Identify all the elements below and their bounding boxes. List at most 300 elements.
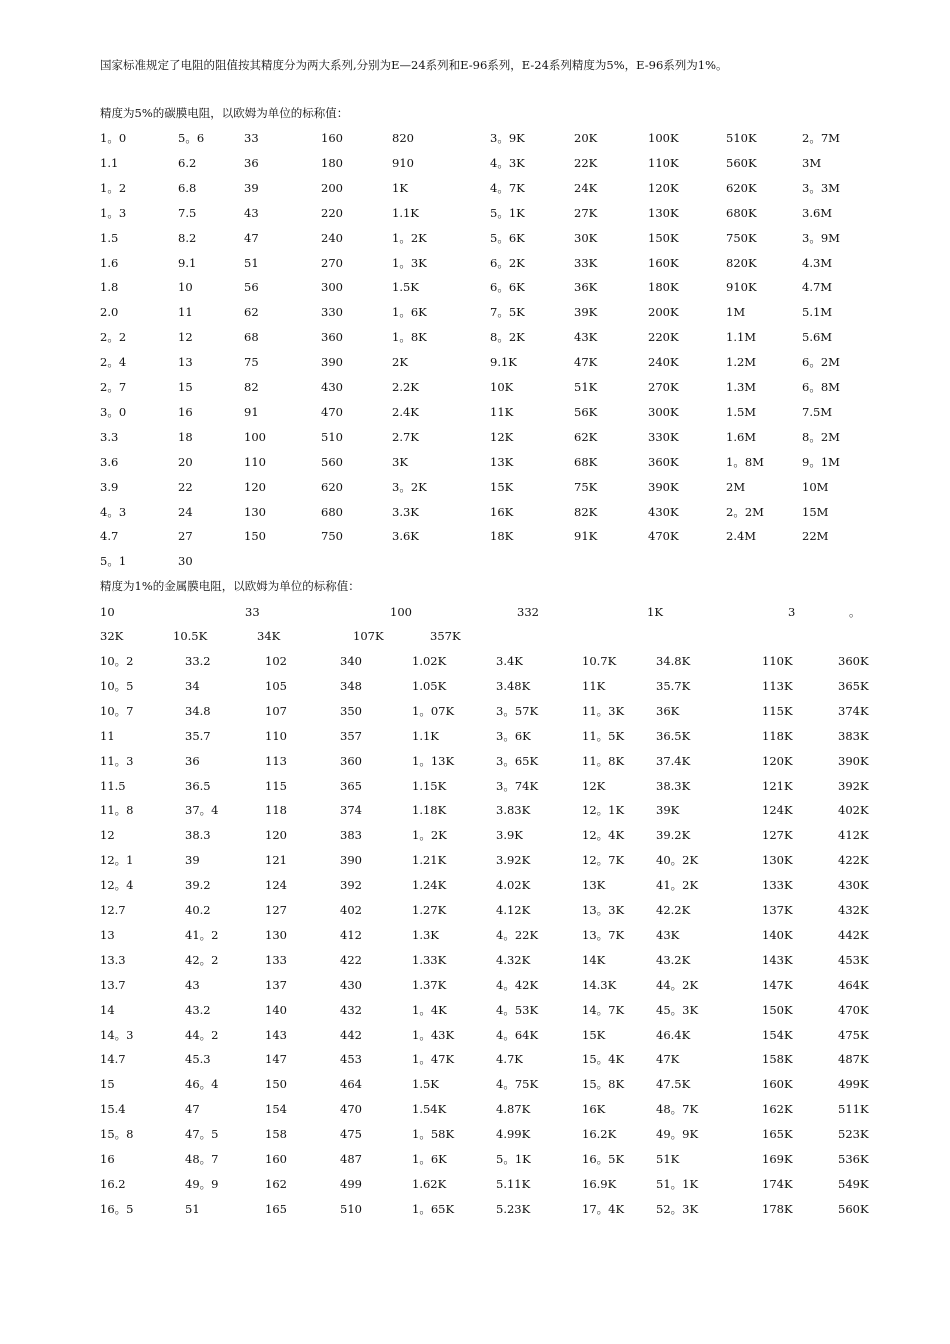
e96-value-cell: 34.8 (185, 703, 211, 718)
e96-value-cell: 392 (340, 878, 362, 893)
e24-value-cell: 56 (244, 280, 259, 295)
e24-value-cell: 1.5M (726, 404, 757, 419)
e24-value-cell: 3.6 (100, 454, 119, 469)
e96-value-cell: 3.9K (496, 828, 523, 843)
e96-value-cell: 38.3 (185, 828, 211, 843)
e24-value-cell: 1M (726, 305, 746, 320)
e24-value-cell: 33K (574, 255, 598, 270)
e96-value-cell: 36 (185, 753, 200, 768)
e24-value-cell: 180K (648, 280, 679, 295)
e96-value-cell: 47K (656, 1052, 680, 1067)
e96-value-cell: 162K (762, 1102, 793, 1117)
e24-value-cell: 240K (648, 355, 679, 370)
e24-value-cell: 11K (490, 404, 514, 419)
e96-value-cell: 48。7K (656, 1102, 699, 1117)
e24-value-cell: 68K (574, 454, 598, 469)
e24-value-cell: 4。3 (100, 504, 127, 519)
e24-value-cell: 9。1M (802, 454, 840, 469)
e96-value-cell: 14。3 (100, 1027, 134, 1042)
e96-value-cell: 470K (838, 1002, 869, 1017)
e96-value-cell: 365K (838, 678, 869, 693)
e24-value-cell: 680 (321, 504, 343, 519)
e96-value-cell: 130K (762, 853, 793, 868)
e96-value-cell: 1.18K (412, 803, 447, 818)
e24-value-cell: 1.5K (392, 280, 419, 295)
e96-value-cell: 1.15K (412, 778, 447, 793)
e24-value-cell: 220 (321, 205, 343, 220)
e24-value-cell: 75 (244, 355, 259, 370)
e96-value-cell: 3。57K (496, 703, 539, 718)
e96-value-cell: 143 (265, 1027, 287, 1042)
e24-value-cell: 3.6K (392, 529, 419, 544)
e24-value-cell: 910K (726, 280, 757, 295)
e24-value-cell: 750 (321, 529, 343, 544)
e24-value-cell: 1。8M (726, 454, 764, 469)
e24-value-cell: 430K (648, 504, 679, 519)
e96-value-cell: 40。2K (656, 853, 699, 868)
e24-value-cell: 11 (178, 305, 193, 320)
e96-value-cell: 475K (838, 1027, 869, 1042)
e24-value-cell: 56K (574, 404, 598, 419)
e24-value-cell: 82 (244, 380, 259, 394)
e24-value-cell: 1K (392, 180, 408, 195)
e96-value-cell: 113K (762, 678, 793, 693)
e24-value-cell: 220K (648, 330, 679, 345)
e96-value-cell: 44。2K (656, 977, 699, 992)
e24-value-cell: 200 (321, 180, 343, 195)
e96-value-cell: 49。9K (656, 1127, 699, 1142)
e96-value-cell: 14。7K (582, 1002, 625, 1017)
e96-value-cell: 3.92K (496, 853, 531, 868)
e96-value-cell: 1。2K (412, 828, 447, 843)
e96-value-cell: 390 (340, 853, 362, 868)
e24-value-cell: 390K (648, 479, 679, 494)
e24-value-cell: 4.3M (802, 255, 833, 270)
e96-value-cell: 124K (762, 803, 793, 818)
e96-value-cell: 36.5K (656, 728, 691, 743)
e96-value-cell: 150K (762, 1002, 793, 1017)
e96-value-cell: 1。43K (412, 1027, 455, 1042)
e96-value-cell: 340 (340, 654, 362, 668)
e96-value-cell: 174K (762, 1176, 793, 1191)
e24-value-cell: 270K (648, 380, 679, 394)
e96-value-cell: 36K (656, 703, 680, 718)
e96-value-cell: 3 (788, 605, 796, 619)
e96-value-cell: 33 (245, 605, 260, 619)
e96-value-cell: 383K (838, 728, 869, 743)
e24-value-cell: 5。1 (100, 554, 127, 569)
e96-value-cell: 15。8 (100, 1127, 134, 1142)
e96-value-cell: 1。13K (412, 753, 455, 768)
e96-value-cell: 13。3K (582, 903, 625, 917)
e24-value-cell: 4。3K (490, 155, 525, 170)
e96-value-cell: 1.3K (412, 927, 439, 942)
e24-value-cell: 1。6K (392, 305, 427, 320)
e24-value-cell: 27 (178, 529, 193, 544)
e96-value-cell: 32K (100, 629, 124, 643)
e24-value-cell: 120 (244, 479, 266, 494)
e96-value-cell: 33.2 (185, 654, 211, 668)
e24-value-cell: 1。0 (100, 131, 127, 145)
e96-value-cell: 1.54K (412, 1102, 447, 1117)
e96-value-cell: 332 (517, 605, 539, 619)
e96-value-cell: 442 (340, 1027, 362, 1042)
e96-value-cell: 158K (762, 1052, 793, 1067)
e96-value-cell: 14K (582, 952, 606, 967)
e96-value-cell: 42。2 (185, 952, 219, 967)
e24-value-cell: 330 (321, 305, 343, 320)
e24-value-cell: 1.1 (100, 155, 119, 170)
e24-value-cell: 2.0 (100, 305, 119, 320)
e96-value-cell: 12.7 (100, 903, 126, 917)
e96-value-cell: 150 (265, 1077, 287, 1092)
e24-value-cell: 16K (490, 504, 514, 519)
e96-value-cell: 165K (762, 1127, 793, 1142)
e24-value-cell: 13 (178, 355, 193, 370)
e24-value-cell: 1.6 (100, 255, 119, 270)
e96-value-cell: 1.24K (412, 878, 447, 893)
e96-value-cell: 365 (340, 778, 362, 793)
e96-value-cell: 143K (762, 952, 793, 967)
e96-value-cell: 560K (838, 1201, 869, 1216)
e96-value-cell: 10 (100, 605, 115, 619)
e24-value-cell: 330K (648, 429, 679, 444)
e96-value-cell: 154K (762, 1027, 793, 1042)
e24-value-cell: 1.6M (726, 429, 757, 444)
e24-value-cell: 1.1M (726, 330, 757, 345)
e96-value-cell: 13 (100, 927, 115, 942)
e24-value-cell: 15 (178, 380, 193, 394)
e24-value-cell: 10K (490, 380, 514, 394)
e96-value-cell: 48。7 (185, 1152, 219, 1166)
e96-value-cell: 137 (265, 977, 287, 992)
e24-value-cell: 750K (726, 230, 757, 245)
e96-value-cell: 49。9 (185, 1176, 219, 1191)
e96-value-cell: 137K (762, 903, 793, 917)
e96-value-cell: 115K (762, 703, 793, 718)
e96-value-cell: 120 (265, 828, 287, 843)
e96-value-cell: 16。5K (582, 1152, 625, 1166)
e96-value-cell: 39.2K (656, 828, 691, 843)
e96-value-cell: 4。75K (496, 1077, 539, 1092)
e96-value-cell: 47 (185, 1102, 200, 1117)
e96-value-cell: 402 (340, 903, 362, 917)
e96-value-cell: 121K (762, 778, 793, 793)
e24-value-cell: 110 (244, 454, 266, 469)
e96-value-cell: 47。5 (185, 1127, 219, 1142)
e96-value-cell: 110K (762, 654, 793, 668)
e96-value-cell: 34.8K (656, 654, 691, 668)
e96-value-cell: 165 (265, 1201, 287, 1216)
e24-value-cell: 5。6K (490, 230, 525, 245)
e24-value-cell: 3。2K (392, 479, 427, 494)
e24-value-cell: 1.8 (100, 280, 119, 295)
e96-value-cell: 118 (265, 803, 287, 818)
e24-value-cell: 200K (648, 305, 679, 320)
e24-value-cell: 43K (574, 330, 598, 345)
e24-value-cell: 9.1 (178, 255, 197, 270)
e24-value-cell: 3.6M (802, 205, 833, 220)
e96-value-cell: 4。22K (496, 927, 539, 942)
e96-value-cell: 1K (647, 605, 663, 619)
e96-value-cell: 357 (340, 728, 362, 743)
e96-value-cell: 115 (265, 778, 287, 793)
e96-value-cell: 3.48K (496, 678, 531, 693)
e96-value-cell: 3。74K (496, 778, 539, 793)
e96-value-cell: 38.3K (656, 778, 691, 793)
e24-value-cell: 110K (648, 155, 679, 170)
e96-value-cell: 453K (838, 952, 869, 967)
e96-value-cell: 4.12K (496, 903, 531, 917)
e96-value-cell: 37.4K (656, 753, 691, 768)
e24-value-cell: 2。7M (802, 131, 840, 145)
e24-value-cell: 9.1K (490, 355, 517, 370)
e24-value-cell: 3。0 (100, 404, 127, 419)
e24-value-cell: 2.4K (392, 404, 419, 419)
e96-value-cell: 124 (265, 878, 287, 893)
e24-value-cell: 560K (726, 155, 757, 170)
e24-value-cell: 51 (244, 255, 259, 270)
e96-value-cell: 499K (838, 1077, 869, 1092)
e24-value-cell: 820 (392, 131, 414, 145)
e24-value-cell: 7.5M (802, 404, 833, 419)
e24-value-cell: 10 (178, 280, 193, 295)
e96-value-cell: 4.32K (496, 952, 531, 967)
e24-value-cell: 390 (321, 355, 343, 370)
e24-value-cell: 240 (321, 230, 343, 245)
e24-value-cell: 30 (178, 554, 193, 569)
e96-value-cell: 430 (340, 977, 362, 992)
e24-value-cell: 8.2 (178, 230, 197, 245)
e96-value-cell: 3.83K (496, 803, 531, 818)
e96-value-cell: 44。2 (185, 1027, 219, 1042)
e96-value-cell: 51。1K (656, 1176, 699, 1191)
e96-value-cell: 511K (838, 1102, 869, 1117)
e24-value-cell: 39K (574, 305, 598, 320)
e24-value-cell: 3。9M (802, 230, 840, 245)
e96-value-cell: 360 (340, 753, 362, 768)
e24-value-cell: 1.3M (726, 380, 757, 394)
e24-value-cell: 3M (802, 155, 822, 170)
e96-value-cell: 10。5 (100, 678, 134, 693)
e96-value-cell: 13.7 (100, 977, 126, 992)
e24-value-cell: 12K (490, 429, 514, 444)
e24-value-cell: 62 (244, 305, 259, 320)
e96-value-cell: 15。4K (582, 1052, 625, 1067)
e24-value-cell: 4.7 (100, 529, 119, 544)
e96-value-cell: 178K (762, 1201, 793, 1216)
e96-value-cell: 1。65K (412, 1201, 455, 1216)
e96-value-cell: 464K (838, 977, 869, 992)
e24-value-cell: 360 (321, 330, 343, 345)
e96-value-cell: 470 (340, 1102, 362, 1117)
e24-value-cell: 43 (244, 205, 259, 220)
e24-value-cell: 22 (178, 479, 193, 494)
e96-value-cell: 46.4K (656, 1027, 691, 1042)
e96-value-cell: 37。4 (185, 803, 219, 818)
e96-value-cell: 464 (340, 1077, 362, 1092)
e24-value-cell: 2。2 (100, 330, 127, 345)
e96-value-cell: 3。65K (496, 753, 539, 768)
e24-value-cell: 910 (392, 155, 414, 170)
e24-value-cell: 18K (490, 529, 514, 544)
e96-value-cell: 41。2 (185, 927, 219, 942)
e96-value-cell: 35.7 (185, 728, 211, 743)
e96-value-cell: 4。64K (496, 1027, 539, 1042)
e96-value-cell: 357K (430, 629, 461, 643)
e96-value-cell: 5.11K (496, 1176, 531, 1191)
e96-value-cell: 45。3K (656, 1002, 699, 1017)
e96-value-cell: 11K (582, 678, 606, 693)
e24-value-cell: 2。4 (100, 355, 127, 370)
e96-value-cell: 1.02K (412, 654, 447, 668)
e24-value-cell: 1。8K (392, 330, 427, 345)
intro-paragraph: 国家标准规定了电阻的阻值按其精度分为两大系列,分别为E—24系列和E-96系列，E-24系列精度为5%，E-96系列为1%。 (100, 58, 728, 72)
e96-value-cell: 102 (265, 654, 287, 668)
e96-value-cell: 43.2 (185, 1002, 211, 1017)
e24-value-cell: 6.2 (178, 155, 197, 170)
e96-value-cell: 107K (353, 629, 384, 643)
e24-value-cell: 820K (726, 255, 757, 270)
e96-value-cell: 16.9K (582, 1176, 617, 1191)
e24-value-cell: 1。2 (100, 180, 127, 195)
e24-value-cell: 20 (178, 454, 193, 469)
e96-value-cell: 12K (582, 778, 606, 793)
e96-value-cell: 147 (265, 1052, 287, 1067)
e96-value-cell: 41。2K (656, 878, 699, 893)
e24-value-cell: 160 (321, 131, 343, 145)
e24-value-cell: 33 (244, 131, 259, 145)
e24-value-cell: 5。6 (178, 131, 205, 145)
e96-value-cell: 390K (838, 753, 869, 768)
e24-value-cell: 300K (648, 404, 679, 419)
e96-value-cell: 34K (257, 629, 281, 643)
e96-value-cell: 12。1K (582, 803, 625, 818)
e96-value-cell: 113 (265, 753, 287, 768)
e24-value-cell: 620K (726, 180, 757, 195)
e96-value-cell: 5。1K (496, 1152, 531, 1166)
e96-value-cell: 16.2 (100, 1176, 126, 1191)
e24-value-cell: 6。2M (802, 355, 840, 370)
e96-value-cell: 430K (838, 878, 869, 893)
e24-value-cell: 82K (574, 504, 598, 519)
e24-value-cell: 150K (648, 230, 679, 245)
e96-value-cell: 12。4K (582, 828, 625, 843)
e96-value-cell: 1。07K (412, 703, 455, 718)
e24-value-cell: 2K (392, 355, 408, 370)
e96-value-cell: 510 (340, 1201, 362, 1216)
e24-value-cell: 6。6K (490, 280, 525, 295)
e96-value-cell: 1.1K (412, 728, 439, 743)
e24-value-cell: 6。2K (490, 255, 525, 270)
e24-value-cell: 470K (648, 529, 679, 544)
e24-value-cell: 560 (321, 454, 343, 469)
e96-value-cell: 160K (762, 1077, 793, 1092)
e96-value-cell: 15。8K (582, 1077, 625, 1092)
e96-value-cell: 1。47K (412, 1052, 455, 1067)
e96-value-cell: 118K (762, 728, 793, 743)
e24-value-cell: 1。3 (100, 205, 127, 220)
e96-value-cell: 4。42K (496, 977, 539, 992)
e24-value-cell: 160K (648, 255, 679, 270)
e24-value-cell: 91K (574, 529, 598, 544)
e24-value-cell: 15K (490, 479, 514, 494)
e24-value-cell: 1。2K (392, 230, 427, 245)
e24-value-cell: 470 (321, 404, 343, 419)
e96-value-cell: 374 (340, 803, 362, 818)
e24-value-cell: 2M (726, 479, 746, 494)
e24-value-cell: 3。9K (490, 131, 525, 145)
e24-value-cell: 24 (178, 504, 193, 519)
e24-value-cell: 1.2M (726, 355, 757, 370)
e24-value-cell: 360K (648, 454, 679, 469)
e24-value-cell: 22K (574, 155, 598, 170)
e24-value-cell: 8。2K (490, 330, 525, 345)
e96-value-cell: 11。8K (582, 753, 625, 768)
e96-value-cell: 17。4K (582, 1201, 625, 1216)
e96-value-cell: 14.3K (582, 977, 617, 992)
e24-value-cell: 130 (244, 504, 266, 519)
e96-value-cell: 10.5K (173, 629, 208, 643)
e96-value-cell: 14 (100, 1002, 115, 1017)
e96-value-cell: 383 (340, 828, 362, 843)
e96-value-cell: 412K (838, 828, 869, 843)
e96-value-cell: 350 (340, 703, 362, 718)
e24-value-cell: 18 (178, 429, 193, 444)
e24-value-cell: 510 (321, 429, 343, 444)
e24-value-cell: 36 (244, 155, 259, 170)
e96-value-cell: 147K (762, 977, 793, 992)
e24-value-cell: 12 (178, 330, 193, 345)
e24-value-cell: 1.1K (392, 205, 419, 220)
e96-value-cell: 。 (849, 605, 861, 619)
e24-value-cell: 47 (244, 230, 259, 245)
e96-value-cell: 15K (582, 1027, 606, 1042)
e96-value-cell: 1.37K (412, 977, 447, 992)
e96-value-cell: 133K (762, 878, 793, 893)
e24-value-cell: 1。3K (392, 255, 427, 270)
e96-value-cell: 12。1 (100, 853, 134, 868)
e96-value-cell: 120K (762, 753, 793, 768)
e96-value-cell: 3.4K (496, 654, 523, 668)
e96-value-cell: 4.02K (496, 878, 531, 893)
e24-value-cell: 120K (648, 180, 679, 195)
e96-value-cell: 487 (340, 1152, 362, 1166)
e96-value-cell: 16.2K (582, 1127, 617, 1142)
e24-value-cell: 3K (392, 454, 408, 469)
e96-value-cell: 39K (656, 803, 680, 818)
e96-value-cell: 1.62K (412, 1176, 447, 1191)
e96-value-cell: 412 (340, 927, 362, 942)
e96-value-cell: 499 (340, 1176, 362, 1191)
e24-value-cell: 2.4M (726, 529, 757, 544)
e96-value-cell: 39.2 (185, 878, 211, 893)
section-1-heading: 精度为1%的金属膜电阻，以欧姆为单位的标称值： (100, 579, 360, 593)
e96-value-cell: 5.23K (496, 1201, 531, 1216)
e96-value-cell: 1.05K (412, 678, 447, 693)
e96-value-cell: 432K (838, 903, 869, 917)
e24-value-cell: 22M (802, 529, 829, 544)
e96-value-cell: 16 (100, 1152, 115, 1166)
e96-value-cell: 36.5 (185, 778, 211, 793)
e96-value-cell: 140 (265, 1002, 287, 1017)
e96-value-cell: 11。8 (100, 803, 134, 818)
e96-value-cell: 1.5K (412, 1077, 439, 1092)
e96-value-cell: 52。3K (656, 1201, 699, 1216)
section-5-heading: 精度为5%的碳膜电阻，以欧姆为单位的标称值： (100, 106, 349, 120)
e96-value-cell: 51 (185, 1201, 200, 1216)
e96-value-cell: 133 (265, 952, 287, 967)
